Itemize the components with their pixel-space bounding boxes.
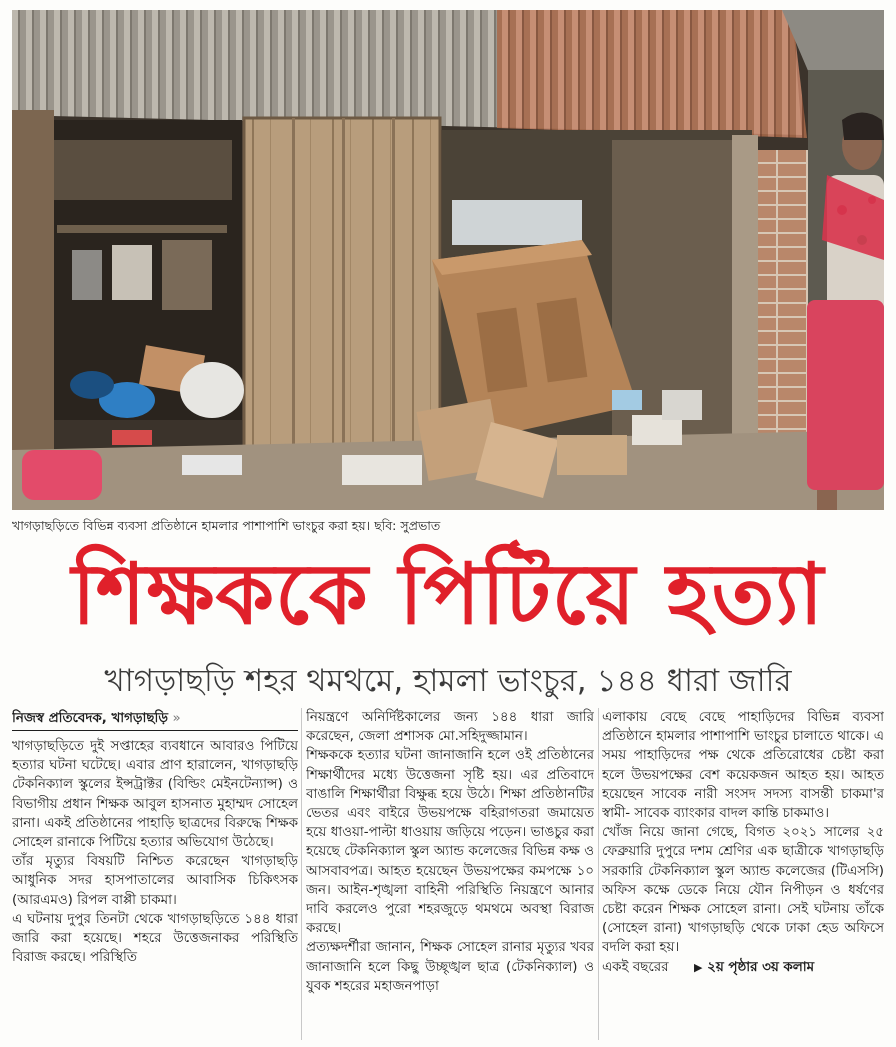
column-divider: [598, 708, 599, 1040]
article-body: [12, 708, 884, 1040]
storefront-photo-illustration: [12, 10, 884, 510]
paragraph-text: একই বছরের: [602, 959, 669, 975]
play-triangle-icon: ▶: [694, 960, 703, 974]
article-column-3: [602, 708, 884, 1040]
paragraph: নিয়ন্ত্রণে অনির্দিষ্টকালের জন্য ১৪৪ ধারা জারি করেছেন, জেলা প্রশাসক মো.সহিদুজ্জামান।: [306, 710, 594, 745]
paragraph: খোঁজ নিয়ে জানা গেছে, বিগত ২০২১ সালের ২৫ ফেব্রুয়ারি দুপুরে দশম শ্রেণির এক ছাত্রীকে খাগড়াছড়ি সরকারি টেকনিক্যাল স্কুল অ্যান্ড কলেজের (টিএসসি) অফিস কক্ষে ডেকে নিয়ে যৌন নিপীড়ন ও ধর্ষণের চেষ্টা করেন শিক্ষক সোহেল রানা। সেই ঘটনায় তাঁকে (সোহেল রানা) খাগড়াছড়ি থেকে ঢাকা হেড অফিসে বদলি করা হয়।: [602, 825, 884, 956]
paragraph: এলাকায় বেছে বেছে পাহাড়িদের বিভিন্ন ব্যবসা প্রতিষ্ঠানে হামলার পাশাপাশি ভাংচুর চালাতে থাকে। এ সময় পাহাড়িদের পক্ষ থেকে প্রতিরোধের চেষ্টা করা হলে উভয়পক্ষের বেশ কয়েকজন আহত হয়। আহত হয়েছেন সাবেক নারী সংসদ সদস্য বাসন্তী চাকমা'র স্বামী- সাবেক ব্যাংকার বাদল কান্তি চাকমাও।: [602, 710, 884, 822]
paragraph: খাগড়াছড়িতে দুই সপ্তাহের ব্যবধানে আবারও পিটিয়ে হত্যার ঘটনা ঘটেছে। এবার প্রাণ হারালেন, খাগড়াছড়ি টেকনিক্যাল স্কুলের ইন্সট্রাক্টর (বিল্ডিং মেইনটেন্যান্স) ও বিভাগীয় প্রধান শিক্ষক আবুল হাসনাত মুহাম্মদ সোহেল রানা। একই প্রতিষ্ঠানের পাহাড়ি ছাত্রদের বিরুদ্ধে শিক্ষক সোহেল রানাকে পিটিয়ে হত্যার অভিযোগ উঠেছে।: [12, 739, 298, 851]
continued-link[interactable]: [694, 960, 814, 975]
byline: [12, 708, 298, 731]
article-column-2: [306, 708, 594, 1040]
photo-caption: খাগড়াছড়িতে বিভিন্ন ব্যবসা প্রতিষ্ঠানে হামলার পাশাপাশি ভাংচুর করা হয়। ছবি: সুপ্রভাত: [12, 518, 441, 533]
headline: শিক্ষককে পিটিয়ে হত্যা: [71, 544, 825, 643]
paragraph: এ ঘটনায় দুপুর তিনটা থেকে খাগড়াছড়িতে ১৪৪ ধারা জারি করা হয়েছে। শহরে উত্তেজনাকর পরিস্থিতি বিরাজ করছে। পরিস্থিতি: [12, 911, 298, 966]
byline-text: নিজস্ব প্রতিবেদক, খাগড়াছড়ি: [12, 711, 168, 726]
byline-arrow-icon: »: [172, 711, 181, 726]
subheadline: খাগড়াছড়ি শহর থমথমে, হামলা ভাংচুর, ১৪৪ ধারা জারি: [104, 663, 792, 699]
paragraph: শিক্ষককে হত্যার ঘটনা জানাজানি হলে ওই প্রতিষ্ঠানের শিক্ষার্থীদের মধ্যে উত্তেজনা সৃষ্টি হয়। এর প্রতিবাদে বাঙালি শিক্ষার্থীরা বিক্ষুব্ধ হয়ে উঠে। শিক্ষা প্রতিষ্ঠানটির ভেতর এবং বাইরে উভয়পক্ষে বহিরাগতরা জমায়েত হয়ে ধাওয়া-পাল্টা ধাওয়ায় জড়িয়ে পড়েন। ভাঙচুর করা হয়েছে টেকনিক্যাল স্কুল অ্যান্ড কলেজের বিভিন্ন কক্ষ ও আসবাবপত্র। আহত হয়েছেন উভয়পক্ষের কমপক্ষে ১০ জন। আইন-শৃঙ্খলা বাহিনী পরিস্থিতি নিয়ন্ত্রণে আনার দাবি করলেও পুরো শহরজুড়ে থমথমে অবস্থা বিরাজ করছে।: [306, 748, 594, 937]
news-photo: [12, 10, 884, 510]
paragraph: তাঁর মৃত্যুর বিষয়টি নিশ্চিত করেছেন খাগড়াছড়ি আধুনিক সদর হাসপাতালের আবাসিক চিকিৎসক (আরএমও) রিপল বাপ্পী চাকমা।: [12, 854, 298, 908]
column-divider: [301, 708, 302, 1040]
paragraph: প্রত্যক্ষদর্শীরা জানান, শিক্ষক সোহেল রানার মৃত্যুর খবর জানাজানি হলে কিছু উচ্ছৃঙ্খল ছাত্র (টেকনিক্যাল) ও যুবক শহরের মহাজনপাড়া: [306, 940, 594, 994]
article-column-1: [12, 708, 298, 1040]
paragraph: [602, 958, 884, 977]
continued-text: ২য় পৃষ্ঠার ৩য় কলাম: [707, 959, 815, 975]
